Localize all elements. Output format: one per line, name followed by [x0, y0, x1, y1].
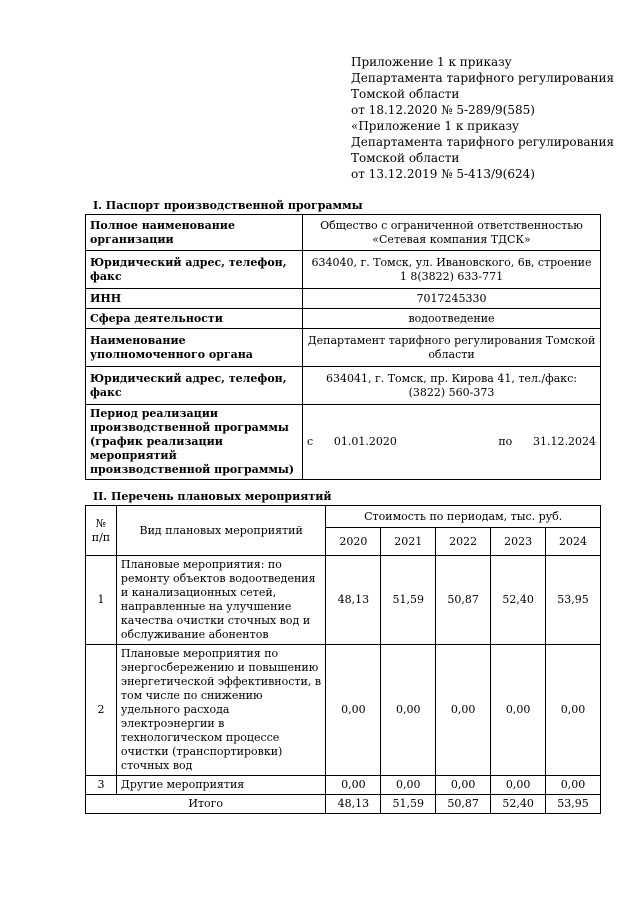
row-value: 0,00 — [546, 776, 601, 795]
passport-label: Период реализации производственной программы (график реализации мероприятий производственной программы) — [86, 405, 303, 480]
row-value: 0,00 — [381, 776, 436, 795]
plan-title: II. Перечень плановых мероприятий — [93, 490, 332, 503]
period-to-date: 31.12.2024 — [533, 435, 596, 448]
passport-row — [86, 309, 601, 329]
header-line: Томской области — [351, 87, 460, 101]
period-from-date: 01.01.2020 — [333, 435, 397, 448]
row-num: 2 — [86, 645, 117, 776]
passport-row — [86, 405, 601, 480]
header-line: Департамента тарифного регулирования — [351, 135, 615, 149]
period-from-word: с — [307, 435, 314, 448]
passport-title: I. Паспорт производственной программы — [93, 199, 363, 212]
row-value: 0,00 — [381, 645, 436, 776]
year-header: 2022 — [436, 528, 491, 556]
year-header: 2020 — [326, 528, 381, 556]
year-header: 2021 — [381, 528, 436, 556]
year-header: 2024 — [546, 528, 601, 556]
plan-row — [86, 556, 601, 645]
passport-value: 634040, г. Томск, ул. Ивановского, 6в, строение 1 8(3822) 633-771 — [303, 251, 601, 289]
row-value: 0,00 — [491, 645, 546, 776]
passport-row — [86, 367, 601, 405]
passport-row — [86, 289, 601, 309]
passport-row — [86, 251, 601, 289]
row-num: 3 — [86, 776, 117, 795]
passport-label: Юридический адрес, телефон, факс — [86, 251, 303, 289]
row-value: 0,00 — [326, 645, 381, 776]
total-value: 52,40 — [491, 795, 546, 814]
header-line: от 13.12.2019 № 5-413/9(624) — [351, 167, 535, 181]
row-name: Другие мероприятия — [116, 776, 325, 795]
period-cell — [303, 405, 601, 480]
plan-total-row — [86, 795, 601, 814]
period-to-word: по — [498, 435, 513, 448]
col-num-header: № п/п — [86, 506, 117, 556]
passport-label: ИНН — [86, 289, 303, 309]
plan-row — [86, 645, 601, 776]
row-value: 0,00 — [491, 776, 546, 795]
row-value: 52,40 — [491, 556, 546, 645]
row-value: 50,87 — [436, 556, 491, 645]
row-value: 53,95 — [546, 556, 601, 645]
row-value: 48,13 — [326, 556, 381, 645]
passport-table — [85, 214, 601, 480]
row-value: 0,00 — [436, 645, 491, 776]
header-line: от 18.12.2020 № 5-289/9(585) — [351, 103, 535, 117]
header-line: Приложение 1 к приказу — [351, 55, 512, 69]
order-header — [351, 54, 614, 182]
total-label: Итого — [86, 795, 326, 814]
total-value: 51,59 — [381, 795, 436, 814]
col-name-header: Вид плановых мероприятий — [116, 506, 325, 556]
total-value: 50,87 — [436, 795, 491, 814]
passport-row — [86, 215, 601, 251]
row-name: Плановые мероприятия по энергосбережению и повышению энергетической эффективности, в том числе по снижению удельного расхода электроэнергии в технологическом процессе очистки (транспортировки) сточных вод — [116, 645, 325, 776]
total-value: 48,13 — [326, 795, 381, 814]
passport-value: 634041, г. Томск, пр. Кирова 41, тел./факс: (3822) 560-373 — [303, 367, 601, 405]
passport-row — [86, 329, 601, 367]
year-header: 2023 — [491, 528, 546, 556]
header-line: «Приложение 1 к приказу — [351, 119, 520, 133]
passport-label: Сфера деятельности — [86, 309, 303, 329]
row-value: 0,00 — [546, 645, 601, 776]
row-num: 1 — [86, 556, 117, 645]
row-value: 0,00 — [326, 776, 381, 795]
row-value: 51,59 — [381, 556, 436, 645]
passport-label: Полное наименование организации — [86, 215, 303, 251]
passport-value: водоотведение — [303, 309, 601, 329]
passport-value: 7017245330 — [303, 289, 601, 309]
header-line: Департамента тарифного регулирования — [351, 71, 615, 85]
total-value: 53,95 — [546, 795, 601, 814]
plan-table — [85, 505, 601, 814]
passport-value: Департамент тарифного регулирования Томской области — [303, 329, 601, 367]
passport-label: Наименование уполномоченного органа — [86, 329, 303, 367]
row-value: 0,00 — [436, 776, 491, 795]
row-name: Плановые мероприятия: по ремонту объектов водоотведения и канализационных сетей, направленные на улучшение качества очистки сточных вод и обслуживание абонентов — [116, 556, 325, 645]
col-cost-header: Стоимость по периодам, тыс. руб. — [326, 506, 601, 528]
passport-value: Общество с ограниченной ответственностью «Сетевая компания ТДСК» — [303, 215, 601, 251]
plan-row — [86, 776, 601, 795]
header-line: Томской области — [351, 151, 460, 165]
passport-label: Юридический адрес, телефон, факс — [86, 367, 303, 405]
plan-header-row — [86, 506, 601, 528]
